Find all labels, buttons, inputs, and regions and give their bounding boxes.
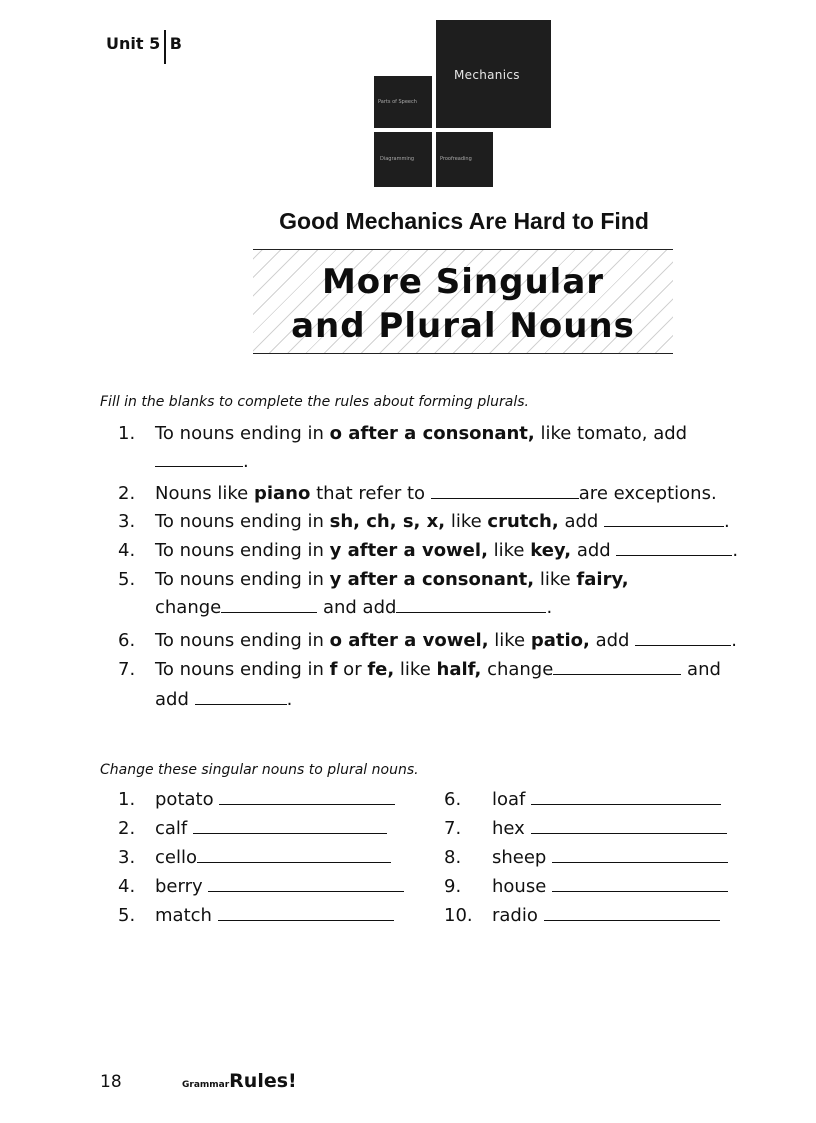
- instruction-nouns: Change these singular nouns to plural nouns.: [100, 762, 419, 778]
- answer-blank[interactable]: [635, 627, 731, 646]
- unit-label: [106, 26, 182, 60]
- rule-text: like tomato, add: [534, 423, 688, 444]
- rule-text: .: [546, 597, 553, 618]
- noun-word: calf: [155, 818, 188, 839]
- rule-number: 1.: [118, 423, 136, 444]
- answer-blank[interactable]: [396, 594, 546, 613]
- rule-text: and: [681, 659, 721, 680]
- rule-3: [118, 508, 816, 536]
- noun-number: 10.: [444, 905, 473, 926]
- lesson-banner: [253, 249, 673, 354]
- plural-blank[interactable]: [218, 902, 394, 921]
- rule-keyword: sh, ch, s, x,: [329, 511, 446, 532]
- rule-text: like: [445, 511, 488, 532]
- answer-blank[interactable]: [553, 656, 681, 675]
- rule-text: like: [487, 540, 531, 561]
- rule-text: or: [337, 659, 368, 680]
- noun-word: hex: [492, 818, 525, 839]
- rule-text: To nouns ending in: [155, 630, 330, 651]
- page-number: 18: [100, 1072, 122, 1092]
- answer-blank[interactable]: [155, 448, 243, 467]
- noun-number: 5.: [118, 905, 136, 926]
- rule-keyword: o after a consonant,: [329, 423, 535, 444]
- plural-blank[interactable]: [552, 873, 728, 892]
- rule-keyword: f: [329, 659, 338, 680]
- noun-item-5: [118, 902, 394, 930]
- rule-text: add: [155, 689, 195, 710]
- proofreading-label: Proofreading: [440, 156, 472, 162]
- rule-5: [118, 566, 816, 594]
- rule-6: [118, 627, 816, 655]
- noun-word: berry: [155, 876, 203, 897]
- rule-keyword: patio,: [530, 630, 590, 651]
- rule-keyword: y after a consonant,: [329, 569, 535, 590]
- plural-blank[interactable]: [531, 786, 721, 805]
- plural-blank[interactable]: [208, 873, 404, 892]
- rule-keyword: crutch,: [487, 511, 559, 532]
- brand-big: Rules!: [229, 1070, 297, 1092]
- diagramming-box: [374, 132, 432, 187]
- plural-blank[interactable]: [544, 902, 720, 921]
- mechanics-box-label: Mechanics: [454, 68, 520, 82]
- noun-word: house: [492, 876, 547, 897]
- rule-text: To nouns ending in: [155, 423, 330, 444]
- banner-line-2: and Plural Nouns: [291, 306, 635, 346]
- noun-item-3: [118, 844, 391, 872]
- rule-text: To nouns ending in: [155, 659, 330, 680]
- parts-of-speech-box: [374, 76, 432, 128]
- rule-keyword: o after a vowel,: [329, 630, 489, 651]
- noun-number: 2.: [118, 818, 136, 839]
- rule-5-cont: [155, 594, 816, 622]
- noun-number: 6.: [444, 789, 462, 810]
- parts-of-speech-label: Parts of Speech: [378, 99, 417, 105]
- unit-section: B: [169, 33, 182, 53]
- brand-logo: [182, 1070, 297, 1092]
- noun-item-9: [444, 873, 728, 901]
- rule-text: .: [243, 451, 249, 472]
- rule-text: .: [286, 689, 293, 710]
- rule-keyword: key,: [530, 540, 572, 561]
- plural-blank[interactable]: [552, 844, 728, 863]
- rule-1-cont: [155, 448, 816, 476]
- noun-item-10: [444, 902, 720, 930]
- rule-text: and add: [317, 597, 397, 618]
- noun-number: 4.: [118, 876, 136, 897]
- page-title: Good Mechanics Are Hard to Find: [279, 208, 649, 234]
- rule-text: add: [571, 540, 617, 561]
- rule-keyword: y after a vowel,: [329, 540, 488, 561]
- rule-keyword: fairy,: [576, 569, 629, 590]
- rule-number: 6.: [118, 630, 136, 651]
- rule-keyword: half,: [436, 659, 482, 680]
- rule-7-cont: [155, 686, 816, 714]
- rule-text: like: [534, 569, 577, 590]
- rule-text: .: [724, 511, 730, 532]
- noun-item-1: [118, 786, 395, 814]
- plural-blank[interactable]: [531, 815, 727, 834]
- rule-text: that refer to: [310, 483, 431, 504]
- plural-blank[interactable]: [197, 844, 391, 863]
- rule-text: add: [589, 630, 636, 651]
- rule-text: like: [488, 630, 531, 651]
- brand-small: Grammar: [182, 1080, 230, 1090]
- noun-word: match: [155, 905, 212, 926]
- answer-blank[interactable]: [431, 480, 579, 499]
- rule-text: add: [558, 511, 605, 532]
- noun-word: potato: [155, 789, 214, 810]
- rule-text: change: [155, 597, 222, 618]
- rule-text: Nouns like: [155, 483, 254, 504]
- answer-blank[interactable]: [616, 537, 732, 556]
- proofreading-box: [436, 132, 493, 187]
- noun-number: 3.: [118, 847, 136, 868]
- rule-number: 2.: [118, 483, 136, 504]
- noun-item-7: [444, 815, 727, 843]
- mechanics-box: [436, 20, 551, 128]
- noun-word: sheep: [492, 847, 547, 868]
- rule-text: To nouns ending in: [155, 540, 330, 561]
- rule-number: 5.: [118, 569, 136, 590]
- noun-number: 1.: [118, 789, 136, 810]
- noun-word: radio: [492, 905, 538, 926]
- rule-1: [118, 420, 816, 448]
- rule-text: .: [731, 630, 737, 651]
- rule-number: 4.: [118, 540, 136, 561]
- rule-text: To nouns ending in: [155, 511, 330, 532]
- rule-number: 3.: [118, 511, 136, 532]
- noun-word: cello: [155, 847, 197, 868]
- plural-blank[interactable]: [193, 815, 387, 834]
- banner-line-1: More Singular: [321, 262, 605, 302]
- noun-number: 9.: [444, 876, 462, 897]
- rule-2: [118, 480, 816, 508]
- rule-text: are exceptions.: [578, 483, 717, 504]
- rule-keyword: piano: [253, 483, 311, 504]
- rule-7: [118, 656, 816, 684]
- plural-blank[interactable]: [219, 786, 395, 805]
- answer-blank[interactable]: [604, 508, 724, 527]
- rule-4: [118, 537, 816, 565]
- noun-item-8: [444, 844, 728, 872]
- instruction-rules: Fill in the blanks to complete the rules about forming plurals.: [100, 394, 529, 410]
- noun-number: 7.: [444, 818, 462, 839]
- unit-number: Unit 5: [106, 33, 161, 53]
- rule-keyword: fe,: [367, 659, 395, 680]
- noun-item-4: [118, 873, 404, 901]
- rule-text: .: [732, 540, 739, 561]
- diagramming-label: Diagramming: [380, 156, 415, 162]
- noun-number: 8.: [444, 847, 462, 868]
- noun-word: loaf: [492, 789, 526, 810]
- answer-blank[interactable]: [195, 686, 287, 705]
- unit-divider: [164, 30, 166, 64]
- rule-text: To nouns ending in: [155, 569, 330, 590]
- answer-blank[interactable]: [221, 594, 317, 613]
- rule-number: 7.: [118, 659, 136, 680]
- rule-text: like: [394, 659, 437, 680]
- noun-item-6: [444, 786, 721, 814]
- noun-item-2: [118, 815, 387, 843]
- rule-text: change: [481, 659, 554, 680]
